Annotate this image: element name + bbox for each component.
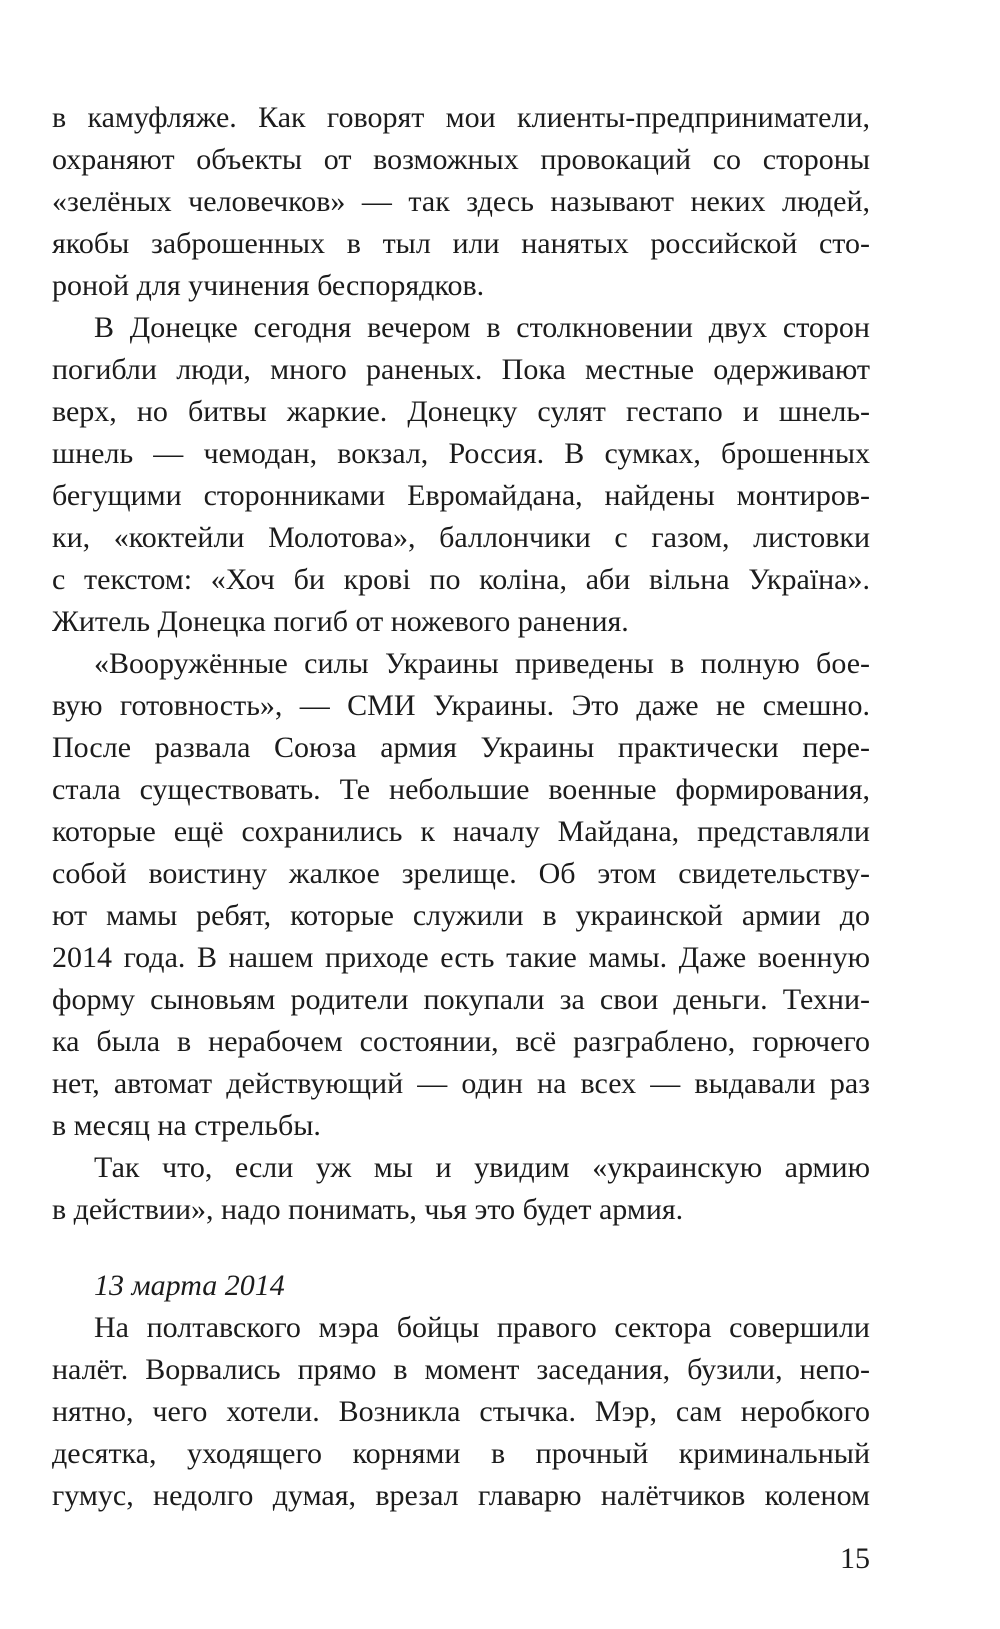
text-line: верх, но битвы жаркие. Донецку сулят гестапо и шнель- <box>52 395 870 428</box>
text-line: вую готовность», — СМИ Украины. Это даже не смешно. <box>52 689 870 722</box>
text-line: погибли люди, много раненых. Пока местные одерживают <box>52 353 870 386</box>
text-line: ка была в нерабочем состоянии, всё разграблено, горючего <box>52 1025 870 1058</box>
text-line: гумус, недолго думая, врезал главарю налётчиков коленом <box>52 1479 870 1512</box>
text-line: с текстом: «Хоч би крові по коліна, аби вільна Україна». <box>52 563 870 596</box>
paragraph-5 <box>52 1307 870 1517</box>
page-number: 15 <box>840 1542 870 1575</box>
text-line: шнель — чемодан, вокзал, Россия. В сумках, брошенных <box>52 437 870 470</box>
text-line: нет, автомат действующий — один на всех — выдавали раз <box>52 1067 870 1100</box>
text-line: нятно, чего хотели. Возникла стычка. Мэр, сам неробкого <box>52 1395 870 1428</box>
text-line: налёт. Ворвались прямо в момент заседания, бузили, непо- <box>52 1353 870 1386</box>
text-line: 2014 года. В нашем приходе есть такие мамы. Даже военную <box>52 941 870 974</box>
paragraph-2 <box>52 307 870 643</box>
text-line: Так что, если уж мы и увидим «украинскую армию <box>94 1151 870 1184</box>
paragraph-1 <box>52 97 870 307</box>
page-body-text <box>52 97 870 1517</box>
text-line: стала существовать. Те небольшие военные формирования, <box>52 773 870 806</box>
text-line: десятка, уходящего корнями в прочный криминальный <box>52 1437 870 1470</box>
text-line: «Вооружённые силы Украины приведены в полную бое- <box>94 647 870 680</box>
text-line: якобы заброшенных в тыл или нанятых российской сто- <box>52 227 870 260</box>
text-line: в действии», надо понимать, чья это будет армия. <box>52 1193 684 1226</box>
text-line: «зелёных человечков» — так здесь называют неких людей, <box>52 185 870 218</box>
text-line: роной для учинения беспорядков. <box>52 269 485 302</box>
paragraph-4 <box>52 1147 870 1231</box>
text-line: которые ещё сохранились к началу Майдана, представляли <box>52 815 870 848</box>
paragraph-3 <box>52 643 870 1147</box>
text-line: ют мамы ребят, которые служили в украинской армии до <box>52 899 870 932</box>
text-line: в камуфляже. Как говорят мои клиенты-предприниматели, <box>52 101 870 134</box>
text-line: В Донецке сегодня вечером в столкновении двух сторон <box>94 311 870 344</box>
text-line: форму сыновьям родители покупали за свои деньги. Техни- <box>52 983 870 1016</box>
text-line: бегущими сторонниками Евромайдана, найдены монтиров- <box>52 479 870 512</box>
text-line: На полтавского мэра бойцы правого сектора совершили <box>94 1311 870 1344</box>
text-line: охраняют объекты от возможных провокаций со стороны <box>52 143 870 176</box>
text-line: Житель Донецка погиб от ножевого ранения. <box>52 605 629 638</box>
section-gap <box>52 1231 870 1265</box>
text-line: ки, «коктейли Молотова», баллончики с газом, листовки <box>52 521 870 554</box>
text-line: собой воистину жалкое зрелище. Об этом свидетельству- <box>52 857 870 890</box>
text-line: в месяц на стрельбы. <box>52 1109 321 1142</box>
date-heading: 13 марта 2014 <box>94 1269 285 1302</box>
text-line: После развала Союза армия Украины практически пере- <box>52 731 870 764</box>
